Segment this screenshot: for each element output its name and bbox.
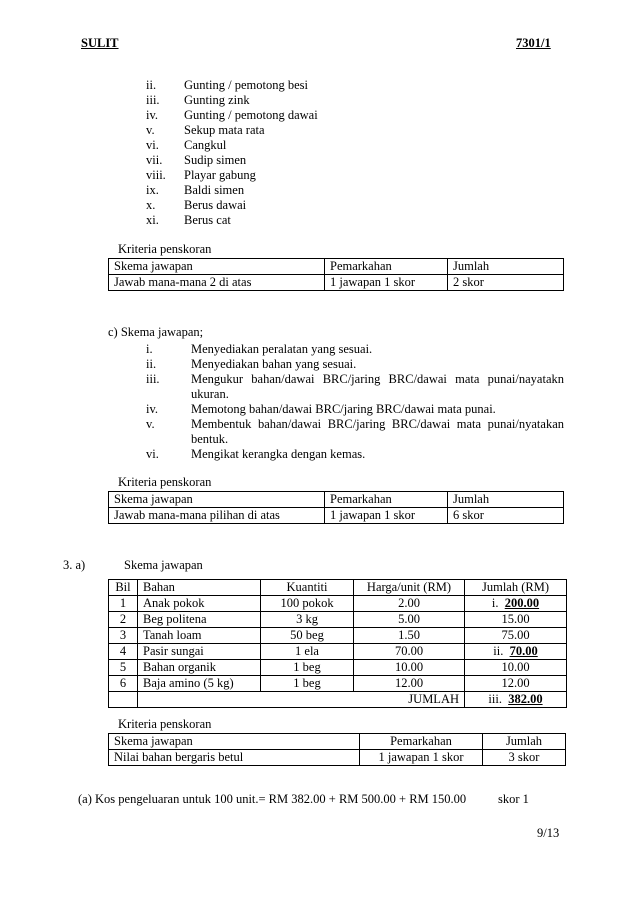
table-row [109,676,567,692]
table-header: Jumlah [448,492,564,508]
table-cell: 2 skor [448,275,564,291]
list-item [146,342,564,357]
table-cell: Baja amino (5 kg) [138,676,261,692]
table-row [109,660,567,676]
section-c-label: c) Skema jawapan; [108,325,204,339]
list-text: Sekup mata rata [184,123,265,137]
list-text: Gunting zink [184,93,250,107]
total-label: JUMLAH [138,692,465,708]
table-cell: Tanah loam [138,628,261,644]
table-cell: 6 [109,676,138,692]
q3-title: Skema jawapan [124,558,203,572]
table-cell: 15.00 [465,612,567,628]
criteria-title: Kriteria penskoran [118,242,212,256]
table-cell: 1 beg [261,660,354,676]
table-cell: Pasir sungai [138,644,261,660]
answer-value: 200.00 [504,596,540,610]
total-value: 382.00 [508,692,543,706]
answer-value: 70.00 [509,644,538,658]
table-cell: 10.00 [465,660,567,676]
cost-line: (a) Kos pengeluaran untuk 100 unit.= RM 382.00 + RM 500.00 + RM 150.00 [78,792,467,806]
table-header: Kuantiti [261,580,354,596]
list-num: iii. [146,372,160,386]
table-header: Jumlah [448,259,564,275]
table-cell: 10.00 [354,660,465,676]
list-text: Sudip simen [184,153,247,167]
q3-label: 3. a) [63,558,86,572]
table-row [109,492,564,508]
table-header: Bil [109,580,138,596]
list-text: Membentuk bahan/dawai BRC/jaring BRC/dawai mata punai/nyatakan bentuk. [191,417,564,446]
criteria-table [108,258,564,291]
table-cell: Anak pokok [138,596,261,612]
criteria-table [108,733,566,766]
list-item [146,108,318,123]
list-item [146,447,564,462]
list-text: Cangkul [184,138,227,152]
table-row [109,644,567,660]
table-cell: 3 kg [261,612,354,628]
table-cell: 5 [109,660,138,676]
list-num: vi. [146,138,159,152]
materials-table [108,579,567,708]
list-num: viii. [146,168,166,182]
table-header: Pemarkahan [325,492,448,508]
list-text: Baldi simen [184,183,245,197]
table-cell: 1 jawapan 1 skor [360,750,483,766]
list-num: ii. [146,357,157,371]
table-header: Pemarkahan [325,259,448,275]
list-text: Gunting / pemotong besi [184,78,308,92]
table-cell: 6 skor [448,508,564,524]
list-item [146,183,244,198]
list-text: Mengukur bahan/dawai BRC/jaring BRC/dawai mata punai/nayatakn ukuran. [191,372,564,401]
list-text: Menyediakan bahan yang sesuai. [191,357,357,371]
answer-prefix: i. [491,596,499,610]
table-row [109,275,564,291]
list-item [146,417,564,447]
list-text: Memotong bahan/dawai BRC/jaring BRC/dawai mata punai. [191,402,496,416]
answer-prefix: ii. [493,644,504,658]
table-header: Pemarkahan [360,734,483,750]
table-cell: Bahan organik [138,660,261,676]
table-cell: 1 jawapan 1 skor [325,508,448,524]
header-sulit: SULIT [81,36,119,50]
table-cell: 12.00 [465,676,567,692]
list-item [146,153,246,168]
list-num: x. [146,198,156,212]
table-row [109,692,567,708]
table-cell: 3 skor [483,750,566,766]
table-cell: 1 ela [261,644,354,660]
table-cell [465,692,567,708]
table-cell: 70.00 [354,644,465,660]
table-row [109,596,567,612]
table-cell [465,596,567,612]
table-header: Jumlah [483,734,566,750]
list-text: Gunting / pemotong dawai [184,108,318,122]
list-item [146,123,265,138]
list-num: iv. [146,108,159,122]
table-cell: 100 pokok [261,596,354,612]
table-row [109,259,564,275]
table-cell: 75.00 [465,628,567,644]
list-num: vi. [146,447,159,461]
criteria-title: Kriteria penskoran [118,475,212,489]
table-row [109,612,567,628]
list-item [146,198,246,213]
list-item [146,357,564,372]
table-cell: Nilai bahan bergaris betul [109,750,360,766]
table-cell: 5.00 [354,612,465,628]
table-cell: 1.50 [354,628,465,644]
list-item [146,402,564,417]
table-cell: 2.00 [354,596,465,612]
table-header: Skema jawapan [109,492,325,508]
list-text: Playar gabung [184,168,256,182]
list-num: v. [146,417,155,431]
table-cell: 2 [109,612,138,628]
table-cell: 4 [109,644,138,660]
cost-score: skor 1 [498,792,529,806]
page-number: 9/13 [537,826,560,840]
table-cell [465,644,567,660]
table-cell: 12.00 [354,676,465,692]
list-num: ii. [146,78,157,92]
table-row [109,734,566,750]
table-header: Jumlah (RM) [465,580,567,596]
answer-prefix: iii. [488,692,502,706]
table-cell: 3 [109,628,138,644]
table-row [109,628,567,644]
list-item [146,213,231,228]
list-item [146,93,250,108]
table-cell: 1 [109,596,138,612]
table-cell: Jawab mana-mana pilihan di atas [109,508,325,524]
list-num: i. [146,342,153,356]
table-header: Skema jawapan [109,259,325,275]
table-row [109,580,567,596]
list-text: Mengikat kerangka dengan kemas. [191,447,366,461]
list-item [146,78,308,93]
list-num: vii. [146,153,163,167]
table-row [109,750,566,766]
criteria-table [108,491,564,524]
list-text: Berus cat [184,213,231,227]
list-num: v. [146,123,155,137]
header-code: 7301/1 [516,36,551,50]
list-num: ix. [146,183,159,197]
table-cell: Jawab mana-mana 2 di atas [109,275,325,291]
table-cell: 1 jawapan 1 skor [325,275,448,291]
table-cell [109,692,138,708]
table-cell: Beg politena [138,612,261,628]
table-cell: 1 beg [261,676,354,692]
list-item [146,138,226,153]
table-header: Skema jawapan [109,734,360,750]
list-num: iii. [146,93,160,107]
table-cell: 50 beg [261,628,354,644]
list-num: xi. [146,213,159,227]
list-item [146,372,564,402]
criteria-title: Kriteria penskoran [118,717,212,731]
table-header: Bahan [138,580,261,596]
list-num: iv. [146,402,159,416]
table-header: Harga/unit (RM) [354,580,465,596]
list-text: Berus dawai [184,198,247,212]
table-row [109,508,564,524]
list-text: Menyediakan peralatan yang sesuai. [191,342,373,356]
list-item [146,168,256,183]
